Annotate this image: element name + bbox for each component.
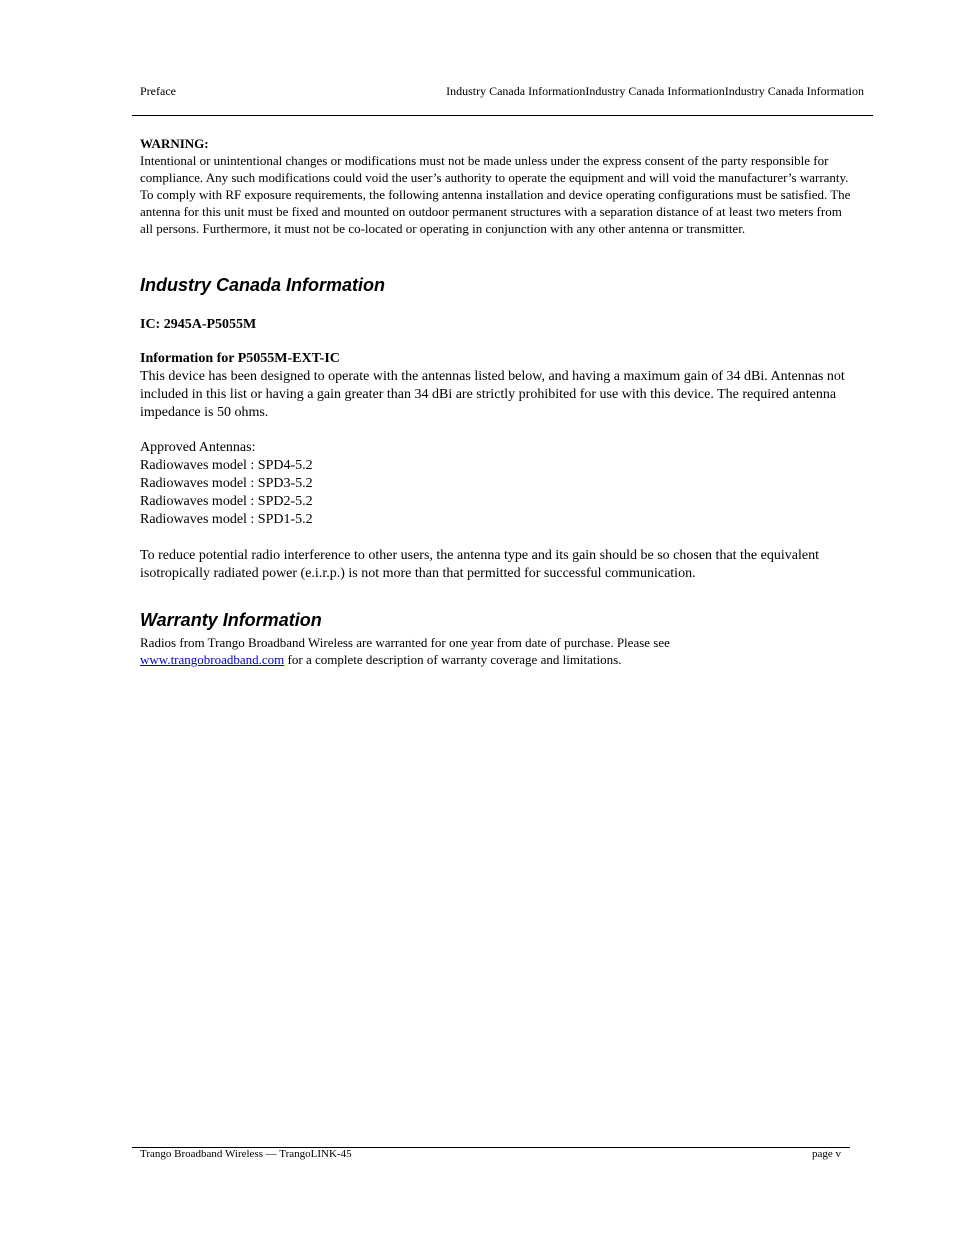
interference-note: To reduce potential radio interference to other users, the antenna type and its gain should be so chosen that the equivalent isotropically radiated power (e.i.r.p.) is not more than that permitted for successful communication.	[140, 548, 819, 581]
warranty-text-before: Radios from Trango Broadband Wireless are warranted for one year from date of purchase. Please see	[140, 635, 670, 650]
list-item: Radiowaves model : SPD4-5.2	[140, 458, 313, 473]
list-item: Radiowaves model : SPD3-5.2	[140, 476, 313, 491]
warranty-text-after: for a complete description of warranty coverage and limitations.	[284, 652, 622, 667]
header-chapter-title: Industry Canada InformationIndustry Canada InformationIndustry Canada Information	[446, 84, 864, 98]
list-item: Radiowaves model : SPD1-5.2	[140, 512, 313, 527]
header-section-label: Preface	[140, 84, 176, 98]
header-rule	[132, 115, 873, 116]
list-item: Radiowaves model : SPD2-5.2	[140, 494, 313, 509]
warranty-link[interactable]: www.trangobroadband.com	[140, 652, 285, 667]
warning-body: Intentional or unintentional changes or modifications must not be made unless under the express consent of the party responsible for compliance. Any such modifications could void the user’s authority to operate the equipment and will void the manufacturer’s warranty. To comply with RF exposure requirements, the following antenna installation and device operating configurations must be satisfied. The antenna for this unit must be fixed and mounted on outdoor permanent structures with a separation distance of at least two meters from all persons. Furthermore, it must not be co-located or operating in conjunction with any other antenna or transmitter.	[140, 153, 851, 236]
industry-canada-heading: Industry Canada Information	[140, 275, 386, 295]
warranty-text	[140, 634, 852, 668]
info-body: This device has been designed to operate with the antennas listed below, and having a maximum gain of 34 dBi. Antennas not included in this list or having a gain greater than 34 dBi are strictly prohibited for use with this device. The required antenna impedance is 50 ohms.	[140, 369, 845, 420]
page-body	[140, 136, 852, 668]
footer-title: Trango Broadband Wireless — TrangoLINK-45	[140, 1148, 352, 1160]
antennas-label: Approved Antennas:	[140, 440, 256, 455]
info-title: Information for P5055M-EXT-IC	[140, 351, 340, 366]
ic-number: IC: 2945A-P5055M	[140, 317, 257, 332]
antenna-list	[140, 457, 852, 529]
warning-title: WARNING:	[140, 136, 209, 151]
page-number: page v	[811, 1148, 841, 1160]
warranty-heading: Warranty Information	[140, 610, 322, 630]
